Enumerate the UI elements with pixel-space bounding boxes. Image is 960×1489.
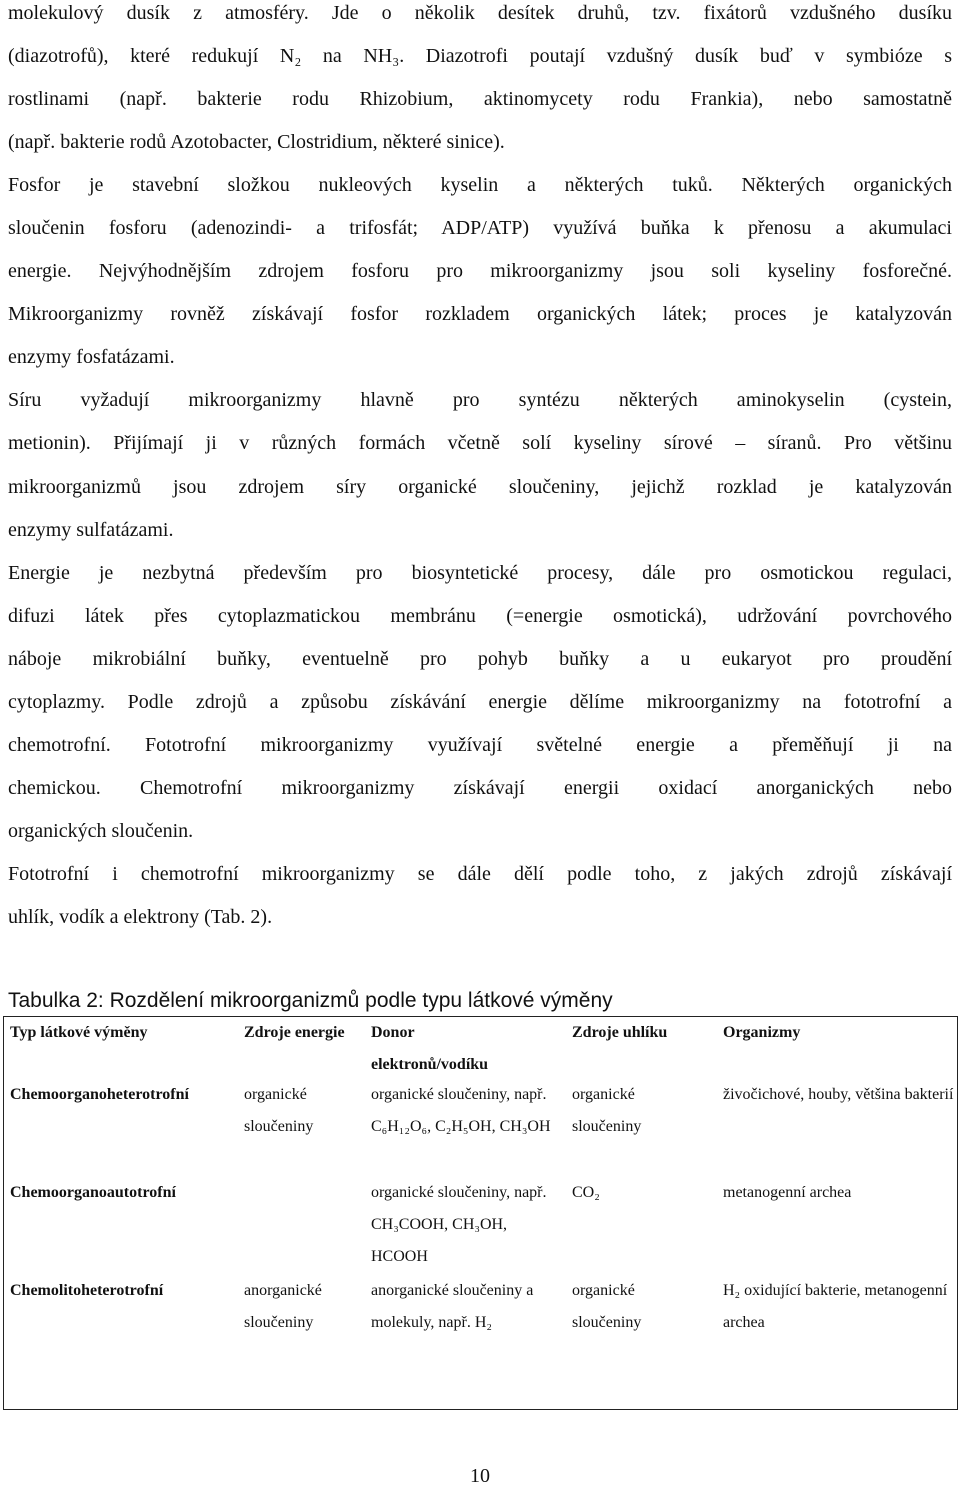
table-cell: anorganické sloučeniny a molekuly, např. H₂	[371, 1282, 534, 1331]
table-cell: živočichové, houby, většina bakterií	[723, 1086, 954, 1103]
table-cell: CO₂	[572, 1184, 600, 1201]
metabolism-table	[3, 1016, 958, 1410]
paragraph-line: uhlík, vodík a elektrony (Tab. 2).	[8, 906, 273, 928]
paragraph-line: rostlinami (např. bakterie rodu Rhizobium, aktinomycety rodu Frankia), nebo samostatně	[8, 88, 952, 110]
table-cell: organické sloučeniny	[572, 1282, 642, 1331]
paragraph-line: (např. bakterie rodů Azotobacter, Clostridium, některé sinice).	[8, 131, 505, 153]
paragraph-line: organických sloučenin.	[8, 820, 194, 842]
paragraph-line: (diazotrofů), které redukují N₂ na NH₃. Diazotrofi poutají vzdušný dusík buď v symbióze s	[8, 45, 952, 67]
paragraph-line: Síru vyžadují mikroorganizmy hlavně pro syntézu některých aminokyselin (cystein,	[8, 389, 952, 411]
table-cell: organické sloučeniny	[572, 1086, 642, 1135]
paragraph-line: sloučenin fosforu (adenozindi- a trifosfát; ADP/ATP) využívá buňka k přenosu a akumulaci	[8, 217, 952, 239]
table-cell: metanogenní archea	[723, 1184, 852, 1201]
table-header-cell: Zdroje energie	[244, 1024, 345, 1041]
paragraph-line: enzymy sulfatázami.	[8, 519, 174, 541]
paragraph-line: Fosfor je stavební složkou nukleových kyselin a některých tuků. Některých organických	[8, 174, 952, 196]
paragraph-line: mikroorganizmů jsou zdrojem síry organické sloučeniny, jejichž rozklad je katalyzován	[8, 476, 952, 498]
paragraph-line: enzymy fosfatázami.	[8, 346, 175, 368]
table-cell: organické sloučeniny, např. C₆H₁₂O₆, C₂H₅OH, CH₃OH	[371, 1086, 551, 1135]
paragraph-line: energie. Nejvýhodnějším zdrojem fosforu pro mikroorganizmy jsou soli kyseliny fosforečné.	[8, 260, 952, 282]
table-cell: H₂ oxidující bakterie, metanogenní archea	[723, 1282, 948, 1331]
paragraph-line: Mikroorganizmy rovněž získávají fosfor rozkladem organických látek; proces je katalyzován	[8, 303, 952, 325]
table-cell: organické sloučeniny, např. CH₃COOH, CH₃OH, HCOOH	[371, 1184, 547, 1265]
paragraph-line: Energie je nezbytná především pro biosyntetické procesy, dále pro osmotickou regulaci,	[8, 562, 952, 584]
table-cell: organické sloučeniny	[244, 1086, 314, 1135]
paragraph-line: cytoplazmy. Podle zdrojů a způsobu získávání energie dělíme mikroorganizmy na fototrofní a	[8, 691, 952, 713]
paragraph-line: náboje mikrobiální buňky, eventuelně pro pohyb buňky a u eukaryot pro proudění	[8, 648, 952, 670]
page-number: 10	[470, 1465, 490, 1487]
table-cell: Chemoorganoautotrofní	[10, 1184, 176, 1201]
paragraph-line: chemotrofní. Fototrofní mikroorganizmy využívají světelné energie a přeměňují ji na	[8, 734, 952, 756]
table-header-cell: Organizmy	[723, 1024, 801, 1041]
paragraph-line: molekulový dusík z atmosféry. Jde o několik desítek druhů, tzv. fixátorů vzdušného dusíku	[8, 2, 952, 24]
table-caption: Tabulka 2: Rozdělení mikroorganizmů podle typu látkové výměny	[8, 989, 613, 1012]
paragraph-line: metionin). Přijímají ji v různých formách včetně solí kyseliny sírové – síranů. Pro většinu	[8, 432, 952, 454]
table-cell: Chemoorganoheterotrofní	[10, 1086, 189, 1103]
table-cell: anorganické sloučeniny	[244, 1282, 322, 1331]
paragraph-line: Fototrofní i chemotrofní mikroorganizmy se dále dělí podle toho, z jakých zdrojů získávají	[8, 863, 952, 885]
paragraph-line: chemickou. Chemotrofní mikroorganizmy získávají energii oxidací anorganických nebo	[8, 777, 952, 799]
table-cell: Chemolitoheterotrofní	[10, 1282, 164, 1299]
paragraph-line: difuzi látek přes cytoplazmatickou membránu (=energie osmotická), udržování povrchového	[8, 605, 952, 627]
table-header-cell: Typ látkové výměny	[10, 1024, 148, 1041]
table-header-cell: Donor elektronů/vodíku	[371, 1024, 489, 1073]
table-header-cell: Zdroje uhlíku	[572, 1024, 668, 1041]
